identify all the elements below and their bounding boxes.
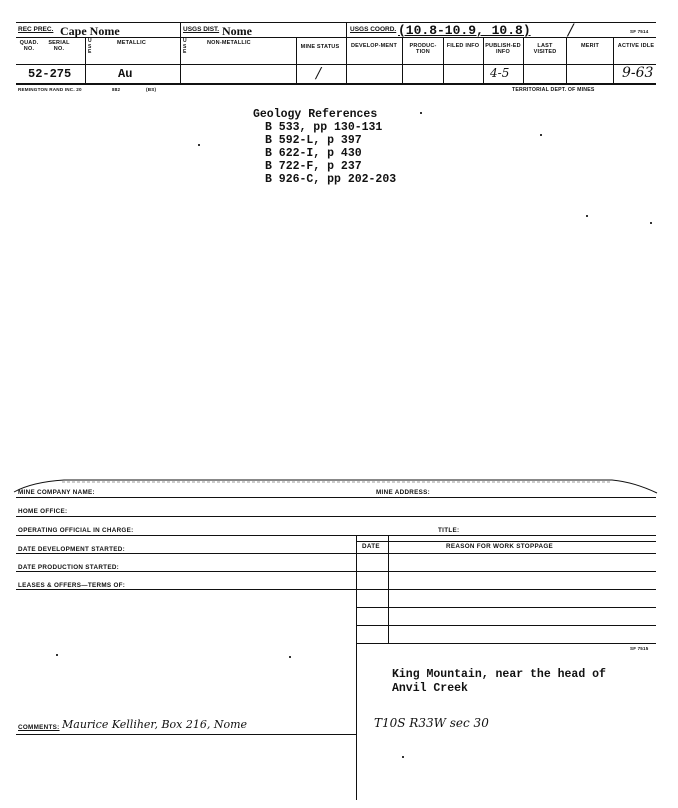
geology-title: Geology References bbox=[253, 108, 378, 121]
printer-code-1: 882 bbox=[112, 87, 121, 92]
active-idle-header: ACTIVE IDLE bbox=[617, 43, 655, 49]
form-rule bbox=[16, 535, 656, 536]
col-rule bbox=[85, 37, 86, 83]
mine-address-label: MINE ADDRESS: bbox=[376, 489, 431, 496]
speck bbox=[402, 756, 404, 758]
header-bottom-rule bbox=[16, 83, 656, 85]
published-info-header: PUBLISH-ED INFO bbox=[485, 43, 521, 55]
comments-value: Maurice Kelliher, Box 216, Nome bbox=[62, 718, 248, 731]
comments-label: COMMENTS: bbox=[18, 724, 60, 731]
form-rule bbox=[16, 497, 656, 498]
form-code-top: SF 7514 bbox=[630, 29, 649, 34]
form-rule bbox=[356, 589, 656, 590]
speck bbox=[56, 654, 58, 656]
metallic-header: METALLIC bbox=[117, 40, 146, 46]
form-rule bbox=[356, 625, 656, 626]
geology-ref-item: B 592-L, p 397 bbox=[265, 134, 362, 147]
geology-references bbox=[253, 108, 396, 186]
rec-prec-label: REC PREC. bbox=[18, 26, 54, 33]
usgs-dist-label: USGS DIST. bbox=[183, 26, 220, 33]
speck bbox=[198, 144, 200, 146]
rec-prec-value: Cape Nome bbox=[60, 24, 120, 38]
prod-started-label: DATE PRODUCTION STARTED: bbox=[18, 564, 120, 571]
speck bbox=[289, 656, 291, 658]
location-line-1: King Mountain, near the head of bbox=[392, 668, 606, 681]
col-rule bbox=[613, 37, 614, 83]
usgs-dist-value: Nome bbox=[222, 24, 252, 38]
col-rule bbox=[402, 37, 403, 83]
home-office-label: HOME OFFICE: bbox=[18, 508, 68, 515]
corner-mark: / bbox=[568, 20, 574, 39]
form-rule bbox=[356, 643, 656, 644]
mine-status-header: MINE STATUS bbox=[300, 44, 340, 50]
form-code-bottom: SF 7515 bbox=[630, 646, 649, 651]
active-idle-value: 9-63 bbox=[622, 65, 654, 81]
form-rule bbox=[16, 589, 356, 590]
agency-label: TERRITORIAL DEPT. OF MINES bbox=[512, 87, 595, 93]
reason-column-label: REASON FOR WORK STOPPAGE bbox=[446, 543, 554, 550]
speck bbox=[650, 222, 652, 224]
use-metallic-header: U S E bbox=[88, 38, 92, 55]
mine-status-value: / bbox=[316, 64, 322, 82]
use-nonmetallic-header: U S E bbox=[183, 38, 187, 55]
speck bbox=[586, 215, 588, 217]
header-top-rule bbox=[16, 22, 656, 23]
development-header: DEVELOP-MENT bbox=[350, 43, 398, 49]
merit-header: MERIT bbox=[580, 43, 600, 49]
metallic-value: Au bbox=[118, 67, 133, 81]
title-label: TITLE: bbox=[438, 527, 460, 534]
form-rule bbox=[16, 734, 356, 735]
published-info-value: 4-5 bbox=[490, 66, 510, 80]
col-rule bbox=[566, 37, 567, 83]
usgs-coord-value: (10.8-10.9, 10.8) bbox=[398, 23, 531, 38]
operating-official-label: OPERATING OFFICIAL IN CHARGE: bbox=[18, 527, 134, 534]
speck bbox=[540, 134, 542, 136]
col-rule bbox=[346, 22, 347, 83]
geology-ref-item: B 533, pp 130-131 bbox=[265, 121, 383, 134]
usgs-coord-label: USGS COORD. bbox=[350, 26, 397, 33]
location-line-2: Anvil Creek bbox=[392, 682, 468, 695]
col-rule bbox=[443, 37, 444, 83]
leases-label: LEASES & OFFERS—TERMS OF: bbox=[18, 582, 126, 589]
last-visited-header: LAST VISITED bbox=[533, 43, 557, 55]
geology-ref-item: B 722-F, p 237 bbox=[265, 160, 362, 173]
form-rule bbox=[16, 571, 656, 572]
geology-ref-item: B 926-C, pp 202-203 bbox=[265, 173, 397, 186]
col-rule bbox=[523, 37, 524, 83]
col-rule bbox=[180, 22, 181, 83]
township-range-section: T10S R33W sec 30 bbox=[374, 716, 489, 730]
form-divider bbox=[356, 535, 357, 800]
col-rule bbox=[483, 37, 484, 83]
dev-started-label: DATE DEVELOPMENT STARTED: bbox=[18, 546, 125, 553]
non-metallic-header: NON-METALLIC bbox=[207, 40, 251, 46]
printer-code-2: (BS) bbox=[146, 87, 157, 92]
form-rule bbox=[356, 607, 656, 608]
card-edge bbox=[12, 474, 662, 496]
quad-serial-value: 52-275 bbox=[28, 67, 72, 81]
form-rule bbox=[16, 553, 656, 554]
form-rule bbox=[16, 516, 656, 517]
col-rule bbox=[296, 37, 297, 83]
header-row-rule bbox=[16, 64, 656, 65]
form-rule bbox=[356, 541, 656, 542]
mine-company-label: MINE COMPANY NAME: bbox=[18, 489, 95, 496]
date-column-label: DATE bbox=[362, 543, 380, 550]
production-header: PRODUC-TION bbox=[409, 43, 437, 55]
printer-imprint: REMINGTON RAND INC. 20 bbox=[18, 87, 82, 92]
speck bbox=[420, 112, 422, 114]
quad-no-header: QUAD. NO. bbox=[19, 40, 39, 52]
date-column-rule bbox=[388, 535, 389, 643]
filed-info-header: FILED INFO bbox=[446, 43, 480, 49]
serial-no-header: SERIAL NO. bbox=[48, 40, 70, 52]
geology-ref-item: B 622-I, p 430 bbox=[265, 147, 362, 160]
